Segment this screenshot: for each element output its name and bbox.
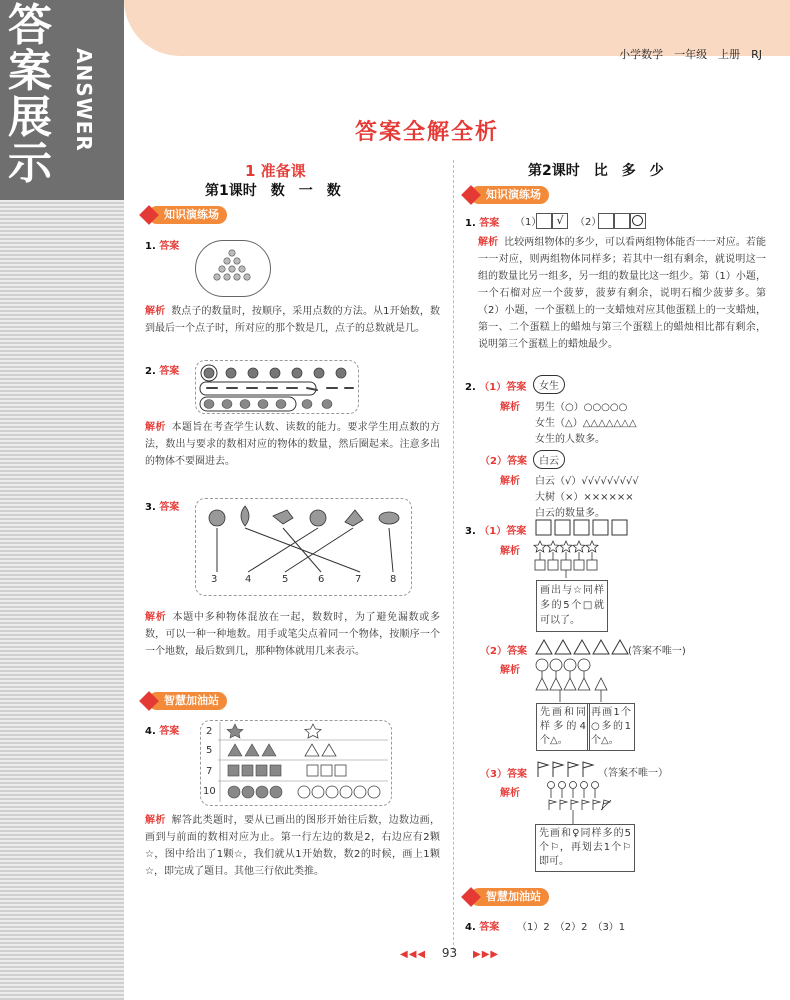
q4-shapes-figure	[200, 720, 390, 804]
r-q3-p1-answer-squares	[535, 518, 635, 538]
r-q2-p1-answer: 女生	[533, 375, 565, 394]
r-q1-number: 1. 答案	[465, 218, 500, 229]
r-q3-p1-analysis-label: 解析	[500, 546, 520, 557]
r-q3-p2-hint-box-2: 再画1个○多的1个△。	[587, 703, 635, 751]
r-q3-p2-circles-triangles	[535, 658, 615, 704]
sidebar-answer-word	[72, 48, 96, 78]
r-q3-p2-note: (答案不唯一)	[628, 646, 686, 657]
section-badge-practice: 知识演练场	[148, 206, 227, 224]
q4-number: 4. 答案	[145, 726, 180, 737]
r-q3-p2-hint-box-1: 先画和同样多的4个△。	[536, 703, 590, 751]
r-q2-p1-conclusion: 女生的人数多。	[535, 434, 605, 445]
q3-number: 3. 答案	[145, 502, 180, 513]
r-q3-p1-stars-squares	[533, 540, 613, 580]
q3-analysis: 解析 本题中多种物体混放在一起，数数时，为了避免漏数或多数，可以一种一种地数。用手或笔尖点着同一个物体，按顺序一个一个地数，最后数到几，那种物体就用几来表示。	[145, 612, 441, 657]
r-q3-p2-label: （2）答案	[480, 646, 527, 657]
q3-number-7: 7	[355, 574, 362, 585]
sidebar-char-1: 答	[8, 0, 52, 51]
q2-objects-figure	[195, 360, 357, 414]
r-q2-p1-analysis-label: 解析	[500, 402, 520, 413]
sidebar-char-2: 案	[8, 46, 52, 97]
q3-number-5: 5	[282, 574, 289, 585]
q4-row-label-5: 5	[206, 745, 213, 756]
r-q2-number: 2. （1）答案	[465, 382, 527, 393]
r-q3-p2-analysis-label: 解析	[500, 665, 520, 676]
r-q3-p3-hint-box: 先画和♀同样多的5个⚐，再划去1个⚐即可。	[535, 824, 635, 872]
q4-row-label-10: 10	[203, 786, 216, 797]
q3-number-3: 3	[211, 574, 218, 585]
r-q2-p2-label: （2）答案	[480, 456, 527, 467]
r-q1-circle-mark	[630, 213, 646, 229]
chapter-title: 1 准备课	[245, 162, 306, 180]
r-q3-p3-answer-flags	[535, 760, 605, 778]
r-q3-p1-hint-box: 画出与☆同样多的5个□就可以了。	[536, 580, 608, 632]
r-q1-box-4	[614, 213, 630, 229]
r-q2-boy-line: 男生（○）○○○○○	[535, 402, 628, 413]
r-q3-p2-answer-triangles	[535, 638, 631, 656]
page-footer	[400, 946, 499, 960]
page-number: 93	[441, 946, 458, 960]
q2-analysis: 解析 本题旨在考查学生认数、读数的能力。要求学生用点数的方法，数出与要求的数相对应的物体的数量，然后圈起来。注意多出的物体不要圈进去。	[145, 422, 441, 467]
footer-left-arrows: ◀◀◀	[400, 949, 427, 960]
section-badge-practice-2: 知识演练场	[470, 186, 549, 204]
r-q2-p2-conclusion: 白云的数量多。	[535, 508, 605, 519]
q3-number-4: 4	[245, 574, 252, 585]
q3-number-8: 8	[390, 574, 397, 585]
r-q1-box-1	[536, 213, 552, 229]
r-q2-p2-answer: 白云	[533, 450, 565, 469]
sidebar-char-4: 示	[8, 138, 52, 189]
r-q2-p2-analysis-label: 解析	[500, 476, 520, 487]
lesson-2-title: 第2课时 比 多 少	[528, 163, 664, 179]
q1-analysis: 解析 数点子的数量时，按顺序，采用点数的方法。从1开始数，数到最后一个点子时，所对应的那个数是几，点子的总数就是几。	[145, 306, 440, 334]
r-q3-p3-balloons-flags	[545, 780, 615, 826]
r-q1-box-checked: √	[552, 213, 568, 229]
r-q4-number: 4. 答案	[465, 922, 500, 933]
lesson-1-title: 第1课时 数 一 数	[205, 183, 341, 199]
q4-row-label-7: 7	[206, 766, 213, 777]
r-q3-p3-analysis-label: 解析	[500, 788, 520, 799]
sidebar-char-3: 展	[8, 92, 52, 143]
r-q4-answer: （1）2 （2）2 （3）1	[517, 922, 626, 933]
r-q1-part1-label: （1）	[515, 217, 542, 228]
q1-number: 1. 答案	[145, 241, 180, 252]
r-q2-tree-line: 大树（×）××××××	[535, 492, 634, 503]
section-badge-challenge: 智慧加油站	[148, 692, 227, 710]
header-subject: 小学数学 一年级 上册 RJ	[619, 48, 762, 61]
section-badge-challenge-2: 智慧加油站	[470, 888, 549, 906]
r-q1-analysis: 解析 比较两组物体的多少，可以看两组物体能否一一对应。若能一一对应，则两组物体同样多；若其中一组有剩余，就说明这一组的数量比另一组多，另一组的数量比这一组少。第（1）小题，一个石榴对应一个菠萝，菠萝有剩余，说明石榴少菠萝多。第（2）小题，一个蛋糕上的一支蜡烛对应其他蛋糕上的一支蜡烛，第一、二个蛋糕上的蜡烛与第三个蛋糕上的蜡烛相比都有剩余，说明第三个蛋糕上的蜡烛最少。	[478, 237, 767, 350]
answer-sidebar	[0, 0, 124, 1000]
r-q2-girl-line: 女生（△）△△△△△△△	[535, 418, 637, 429]
r-q3-p3-note: （答案不唯一）	[598, 768, 668, 779]
q3-matching-figure	[195, 498, 410, 594]
q3-number-6: 6	[318, 574, 325, 585]
dot-triangle-figure	[195, 240, 269, 295]
r-q3-p3-label: （3）答案	[480, 769, 527, 780]
r-q1-part2-label: （2）	[575, 217, 602, 228]
q4-row-label-2: 2	[206, 726, 213, 737]
column-divider	[453, 160, 454, 950]
footer-right-arrows: ▶▶▶	[473, 949, 500, 960]
page-title: 答案全解全析	[355, 120, 500, 145]
r-q3-number: 3. （1）答案	[465, 526, 527, 537]
r-q2-cloud-line: 白云（√）√√√√√√√√√	[535, 476, 639, 487]
r-q1-box-3	[598, 213, 614, 229]
q4-analysis: 解析 解答此类题时，要从已画出的图形开始往后数，边数边画，画到与前面的数相对应为止。第一行左边的数是2，右边应有2颗☆，图中给出了1颗☆，我们就从1开始数，数2的时候，画上1颗☆，即完成了题目。其他三行依此类推。	[145, 815, 441, 877]
q2-number: 2. 答案	[145, 366, 180, 377]
